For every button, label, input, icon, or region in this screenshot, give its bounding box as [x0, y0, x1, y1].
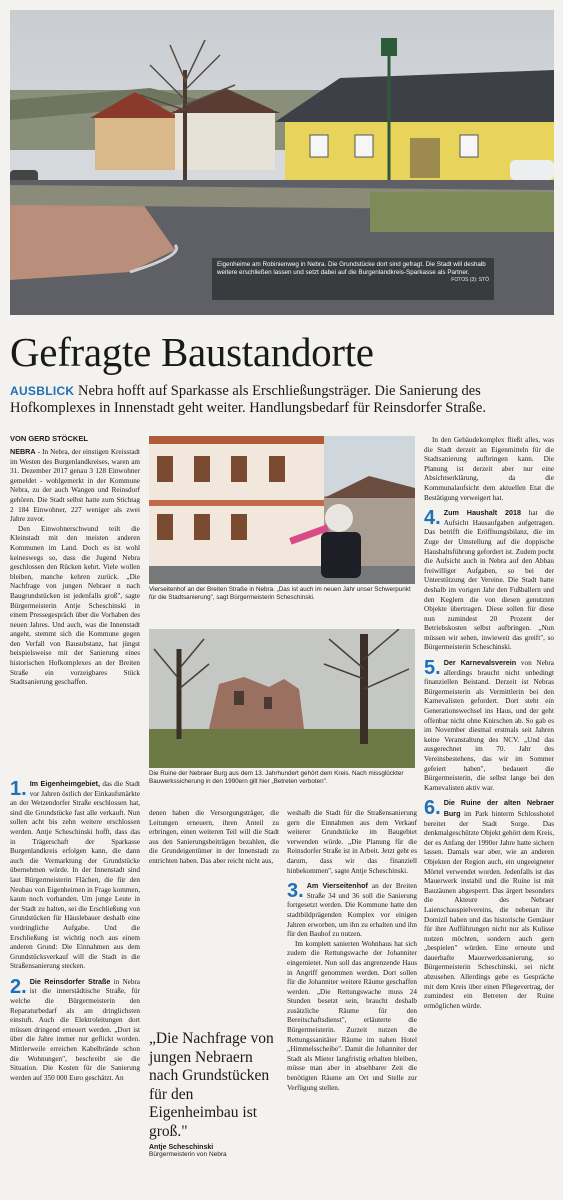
number-2: 2. [10, 975, 27, 998]
top-photo [10, 10, 554, 315]
pull-quote-text: „Die Nachfrage von jungen Nebraern nach Grundstücken für den Eigenheimbau ist groß." [149, 1030, 274, 1140]
top-photo-caption-box [212, 258, 494, 300]
paragraph: Den Einwohnerschwund teilt die Kleinstadt mit den meisten anderen Kommunen im Land. Doch es ist wohl keineswegs so, dass die Jugend Nebra geschlossen den Rücken kehrt. Viele wollen bleiben, manche kehren zurück. „Die Nachfrage von jungen Nebraer n nach Baugrundstücken ist jedenfalls groß", sagte Bürgermeisterin Antje Scheschinski in einem Pressegespräch über die Vorhaben des neuen Jahres. Und auch, was die Innenstadt angeht, stemmt sich die Kommune gegen den Verfall von Bausubstanz, hat jüngst beispielsweise mit der Sanierung eines historischen Hofkomplexes an der Breiten Straße ein vorzeigbares Stück Stadtsanierung geschaffen. [10, 524, 140, 687]
column-4 [424, 436, 554, 1011]
vierseitenhof-image [149, 436, 415, 584]
paragraph: weshalb die Stadt für die Straßensanierung gern die Einnahmen aus dem Verkauf weiterer Grundstücke im Baugebiet verwenden würde. „Die Planung für die Reinsdorfer Straße ist in Arbeit. Jetzt geht es darum, dass wir das finanziell hinbekommen", sagte Antje Scheschinski. [287, 809, 417, 875]
section-3: 3. Am Vierseitenhof an der Breiten Straße 34 und 36 soll die Sanierung fortgesetzt werden. Die Kommune hatte den stadtbildprägenden Komplex vor einigen Jahren erworben, um ihn zu erhalten und ihn für den Bauhof zu nutzen. [287, 880, 417, 939]
section-5-head: Der Karnevalsverein [443, 658, 517, 668]
top-photo-caption: Eigenheime am Robinienweg in Nebra. Die Grundstücke dort sind gefragt. Die Stadt will deshalb weitere erschließen lassen und setzt dabei auf die Burgenlandkreis-Sparkasse als Partner. [217, 261, 486, 276]
photo-ruine-caption: Die Ruine der Nebraer Burg aus dem 13. Jahrhundert gehört dem Kreis. Nach missglückter Bauwerkssicherung in den 1990ern gilt hier „Betreten verboten". [149, 770, 404, 785]
byline: VON GERD STÖCKEL [10, 434, 88, 443]
number-5: 5. [424, 657, 441, 680]
number-1: 1. [10, 778, 27, 800]
section-2-head: Die Reinsdorfer Straße [29, 976, 111, 986]
dateline: NEBRA [10, 447, 36, 456]
section-3-head: Am Vierseitenhof [306, 881, 368, 891]
column-1 [10, 447, 140, 688]
section-2: 2. Die Reinsdorfer Straße in Nebra ist die innerstädtische Straße, für welche die Bürgermeisterin den Reparaturbedarf als am dringlichsten einstuft. Auch die Elektroleitungen dort müssen dringend erneuert werden. „Dort ist über die Jahre immer nur geflickt worden. Mittlerweile erreichen Kabelbrände schon die Wohnungen", beschreibt sie die Situation. Die Kosten für die Sanierung werden auf 350 000 Euro geschätzt. An [10, 975, 141, 1082]
column-1-sections [10, 779, 140, 1083]
photo-ruine [149, 629, 415, 768]
column-3 [287, 809, 417, 1093]
section-1-head: Im Eigenheimgebiet, [29, 779, 101, 788]
intro-paragraph: NEBRA - In Nebra, der einstigen Kreisstadt im Westen des Burgenlandkreises, waren am 31. Dezember 2017 genau 3 128 Einwohner gemeldet - wohlgemerkt in der Kommune Nebra, zu der auch Wangen und Reinsdorf gehören. Die Stadt selbst hatte zum Stichtag 2 184 Einwohner, 227 weniger als zwei Jahre zuvor. [10, 447, 140, 524]
photo-credit: FOTOS (3): STÖ [451, 277, 489, 283]
section-1: 1. Im Eigenheimgebiet, das die Stadt vor Jahren östlich der Einkaufsmärkte an der Wetzendorfer Straße erschlossen hat, sind die Grundstücke fast alle verkauft. Nun sollen acht bis zehn weitere erschlossen werden. Antje Scheschinski hofft, dass das in Trägerschaft der Sparkasse Burgenlandkreis erfolgen kann, die dann auch die Vermarktung der Grundstücke übernehmen würde. In der Innenstadt sind laut Bürgermeisterin Flächen, die für den Neubau von Eigenheimen in Frage kommen, kaum noch vorhanden. Um junge Leute in der Stadt zu halten, sei die Erschließung von Grundstücken für Häuslebauer deshalb eine vordringliche Aufgabe. Und die Erschließung ist wichtig noch aus einem anderen Grund: Die Einnahmen aus dem Grundstücksverkauf will die Stadt in die Straßensanierung stecken. [10, 778, 140, 971]
section-6-head: Die Ruine der alten Nebraer Burg [443, 798, 554, 818]
section-6: 6. Die Ruine der alten Nebraer Burg im Park hinterm Schlosshotel bereitet der Stadt Sorge. Das denkmalgeschützte Objekt gehört dem Kreis, der es Anfang der 1990er Jahre hatte sichern lassen. Damals war aber, wie an anderen Objekten der Region auch, ein ungeeigneter Mörtel verwendet worden. Jedenfalls ist das Mauerwerk instabil und die Ruine ist mit Bauzäunen abgesperrt. Das ärgert besonders die Akteure des Nebraer Laienschauspielvereins, die nebenan ihr Domizil haben und das historische Gemäuer für ihre Aufführungen nicht nur als Kulisse nutzen möchten, sondern auch gern „bespielen" würden. Eine erneute und dauerhafte Mauerwerkssanierung, so Bürgermeisterin Scheschinski, sei nicht abzusehen. Allerdings gebe es Gespräche mit dem Kreis über einen Pflegevertrag, der zumindest ein Betreten der Ruine ermöglichen würde. [424, 797, 554, 1010]
section-5: 5. Der Karnevalsverein von Nebra allerdings braucht nicht unbedingt finanziellen Beistand. Derzeit ist Nebras Bürgermeisterin als Vermittlerin bei den Karnevalisten gefordert. Dort steht ein Generationswechsel ins Haus, und der geht offenbar nicht ohne Knirschen ab. So gab es im November diesmal erstmals seit Jahren keine Veranstaltung des NCV. „Und das ausgerechnet im 70. Jahr des Vereinsbestehens, das wir im Sommer gefeiert haben", bedauert die Bürgermeisterin, die selbst lange bei den Karnevalisten aktiv war. [424, 657, 554, 792]
number-6: 6. [424, 797, 441, 820]
number-4: 4. [424, 507, 441, 530]
section-4-head: Zum Haushalt 2018 [443, 508, 522, 518]
pull-quote [149, 1030, 279, 1158]
paragraph: Im komplett sanierten Wohnhaus hat sich zudem die Rettungswache der Johanniter eingemietet. Nun soll das angrenzende Haus in Angriff genommen werden. Dort sollen für die Johanniter weitere Räume geschaffen werden. „Die Rettungswache muss 24 Stunden besetzt sein, braucht deshalb zusätzliche Räume für den Bereitschaftsdienst", erläuterte die Bürgermeisterin. Zurzeit nutzen die Rettungssanitäter Räume im nahen Hotel „Himmelsscheibe". Damit die Johanniter der Stadt als Mieter langfristig erhalten bleiben, müsse man aber in absehbarer Zeit die benötigten Räume am Ort und Stelle zur Verfügung stellen. [287, 939, 417, 1092]
number-3: 3. [287, 880, 304, 903]
paragraph: denen haben die Versorgungsträger, die Leitungen erneuern, ihren Anteil zu erbringen, einen weiteren Teil will die Stadt aus den Sanierungsbeiträgen bezahlen, die die Grundeigentümer in der Innenstadt zu entrichten haben. Das aber reicht nicht aus, [149, 809, 279, 865]
quote-author-role: Bürgermeisterin von Nebra [149, 1151, 227, 1158]
castle-ruin-image [149, 629, 415, 768]
deck-text: Nebra hofft auf Sparkasse als Erschließungsträger. Die Sanierung des Hofkomplexes in Innenstadt geht weiter. Handlungsbedarf für Reinsdorfer Straße. [10, 383, 486, 416]
column-2 [149, 809, 279, 867]
paragraph: In den Gebäudekomplex fließt alles, was die Stadt derzeit an Eigenmitteln für die Stadtsanierung aufbringen kann. Die Planung ist derzeit aber nur eine Absichtserklärung, da die Kommunalaufsicht dem aktuellen Etat die Bestätigung verweigert hat. [424, 436, 554, 502]
section-4: 4. Zum Haushalt 2018 hat die Aufsicht Hausaufgaben aufgetragen. Das betrifft die Eröffnungsbilanz, die im Zuge der Umstellung auf die doppische Haushaltsführung gefordert ist. Zudem pocht die Aufsicht auch in Nebra auf den Abbau freiwilliger Aufgaben, so bei der Unterstützung der Vereine. Die Stadt hatte deshalb im vorigen Jahr den Fußballern und den Keglern die von diesen genutzten Objekte übertragen. Diese sollen für diese nun zumindest 20 Prozent der Betriebskosten selbst aufbringen. „Nun müssen wir sehen, inwieweit das greift", so Bürgermeisterin Scheschinski. [424, 507, 555, 652]
photo-vierseitenhof [149, 436, 415, 584]
photo-vierseitenhof-caption: Vierseitenhof an der Breiten Straße in Nebra. „Das ist auch im neuen Jahr unser Schwerpunkt für die Stadtsanierung", sagt Bürgermeisterin Scheschinski. [149, 586, 411, 601]
deck [10, 383, 554, 417]
headline: Gefragte Baustandorte [10, 329, 374, 375]
quote-author: Antje Scheschinski [149, 1144, 214, 1151]
deck-kicker: AUSBLICK [10, 384, 75, 398]
